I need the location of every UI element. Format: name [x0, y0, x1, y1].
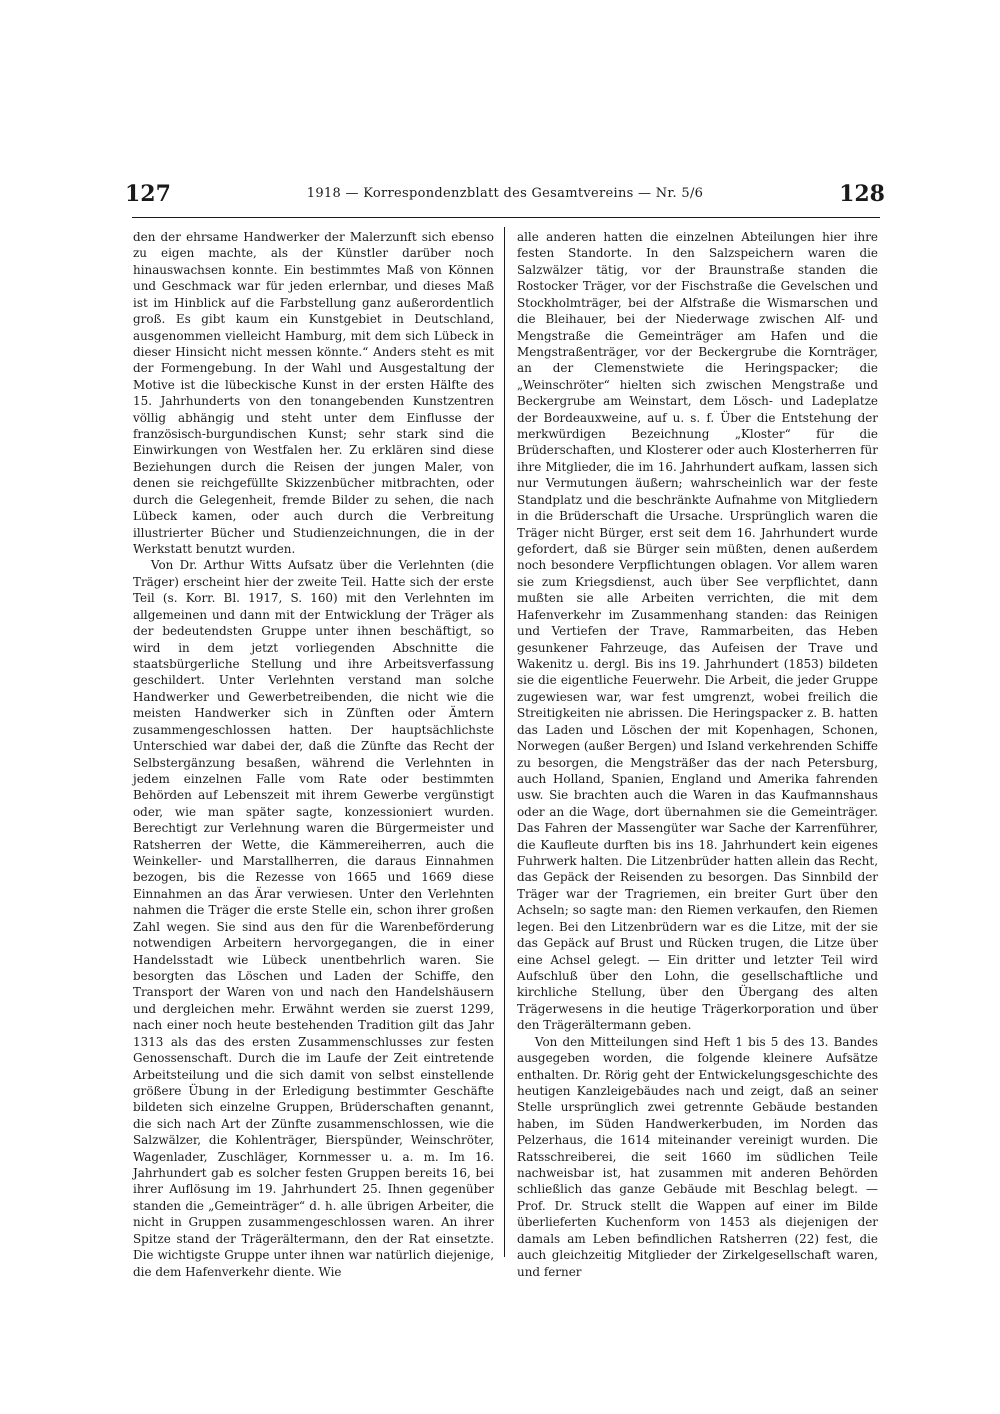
left-column: [133, 229, 494, 1280]
page-number-left: 127: [125, 181, 171, 207]
page-number-right: 128: [839, 181, 885, 207]
running-title: 1918 — Korrespondenzblatt des Gesamtvereins — Nr. 5/6: [306, 186, 704, 201]
paragraph: den der ehrsame Handwerker der Malerzunft sich ebenso zu eigen machte, als der Künstler darüber noch hinauswachsen konnte. Ein bestimmtes Maß von Können und Geschmack war für jeden erlernbar, und dieses Maß ist im Hinblick auf die Farbstellung ganz außerordentlich groß. Es gibt kaum ein Kunstgebiet in Deutschland, ausgenommen vielleicht Hamburg, mit dem sich Lübeck in dieser Hinsicht nicht messen könnte.“ Anders steht es mit der Formengebung. In der Wahl und Ausgestaltung der Motive ist die lübeckische Kunst in der ersten Hälfte des 15. Jahrhunderts von den tonangebenden Kunstzentren völlig abhängig und steht unter dem Einflusse der französisch-burgundischen Kunst; sehr stark sind die Einwirkungen von Westfalen her. Zu erklären sind diese Beziehungen durch die Reisen der jungen Maler, von denen sie reichgefüllte Skizzenbücher mitbrachten, oder durch die Gelegenheit, fremde Bilder zu sehen, die nach Lübeck kamen, oder auch durch die Verbreitung illustrierter Bücher und Studienzeichnungen, die in der Werkstatt benutzt wurden.: [133, 230, 494, 557]
paragraph: alle anderen hatten die einzelnen Abteilungen hier ihre festen Standorte. In den Salzspeichern waren die Salzwälzer tätig, vor der Braunstraße standen die Rostocker Träger, vor der Fischstraße die Gevelschen und Stockholmträger, bei der Alfstraße die Wismarschen und die Bleihauer, bei der Niederwage zwischen Alf- und Mengstraße die Gemeinträger am Hafen und die Mengstraßenträger, vor der Beckergrube die Kornträger, an der Clemenstwiete die Heringspacker; die „Weinschröter“ hielten sich zwischen Mengstraße und Beckergrube am Weinstart, dem Lösch- und Ladeplatze der Bordeauxweine, auf u. s. f. Über die Entstehung der merkwürdigen Bezeichnung „Kloster“ für die Brüderschaften, und Klosterer oder auch Klosterherren für ihre Mitglieder, die im 16. Jahrhundert aufkam, lassen sich nur Vermutungen äußern; wahrscheinlich war der feste Standplatz und die beschränkte Aufnahme von Mitgliedern in die Brüderschaft die Ursache. Ursprünglich waren die Träger nicht Bürger, erst seit dem 16. Jahrhundert wurde gefordert, daß sie Bürger sein müßten, denen außerdem noch besondere Verpflichtungen oblagen. Vor allem waren sie zum Kriegsdienst, auch über See verpflichtet, dann mußten sie alle Arbeiten verrichten, die mit dem Hafenverkehr im Zusammenhang standen: das Reinigen und Vertiefen der Trave, Rammarbeiten, das Heben gesunkener Fahrzeuge, das Aufeisen der Trave und Wakenitz u. dergl. Bis ins 19. Jahrhundert (1853) bildeten sie die eigentliche Feuerwehr. Die Arbeit, die jeder Gruppe zugewiesen war, war fest umgrenzt, wobei freilich die Streitigkeiten nie abrissen. Die Heringspacker z. B. hatten das Laden und Löschen der mit Kopenhagen, Schonen, Norwegen (außer Bergen) und Island verkehrenden Schiffe zu besorgen, die Mengsträßer das der nach Petersburg, auch Holland, Spanien, England und Amerika fahrenden usw. Sie brachten auch die Waren in das Kaufmannshaus oder an die Wage, dort übernahmen sie die Gemeinträger. Das Fahren der Massengüter war Sache der Karrenführer, die Kaufleute durften bis ins 18. Jahrhundert kein eigenes Fuhrwerk halten. Die Litzenbrüder hatten allein das Recht, das Gepäck der Reisenden zu besorgen. Das Sinnbild der Träger war der Tragriemen, ein breiter Gurt über den Achseln; so sagte man: den Riemen verkaufen, den Riemen legen. Bei den Litzenbrüdern war es die Litze, mit der sie das Gepäck auf Brust und Rücken trugen, die Litze über eine Achsel gelegt. — Ein dritter und letzter Teil wird Aufschluß über den Lohn, die gesellschaftliche und kirchliche Stellung, über den Übergang des alten Trägerwesens in die heutige Trägerkorporation und über den Trägerältermann geben.: [517, 230, 878, 1033]
paragraph: Von Dr. Arthur Witts Aufsatz über die Verlehnten (die Träger) erscheint hier der zweite Teil. Hatte sich der erste Teil (s. Korr. Bl. 1917, S. 160) mit den Verlehnten im allgemeinen und dann mit der Entwicklung der Träger als der bedeutendsten Gruppe unter ihnen beschäftigt, so wird in dem jetzt vorliegenden Abschnitte die staatsbürgerliche Stellung und ihre Arbeitsverfassung geschildert. Unter Verlehnten verstand man solche Handwerker und Gewerbetreibenden, die nicht wie die meisten Handwerker sich in Zünften oder Ämtern zusammengeschlossen hatten. Der hauptsächlichste Unterschied war dabei der, daß die Zünfte das Recht der Selbstergänzung besaßen, während die Verlehnten in jedem einzelnen Falle vom Rate oder bestimmten Behörden auf Lebenszeit mit ihrem Gewerbe vergünstigt oder, wie man später sagte, konzessioniert wurden. Berechtigt zur Verlehnung waren die Bürgermeister und Ratsherren der Wette, die Kämmereiherren, auch die Weinkeller- und Marstallherren, die daraus Einnahmen bezogen, bis die Rezesse von 1665 und 1669 diese Einnahmen an das Ärar verwiesen. Unter den Verlehnten nahmen die Träger die erste Stelle ein, schon ihrer großen Zahl wegen. Sie sind aus den für die Warenbeförderung notwendigen Arbeitern hervorgegangen, die in einer Handelsstadt wie Lübeck unentbehrlich waren. Sie besorgten das Löschen und Laden der Schiffe, den Transport der Waren von und nach den Handelshäusern und dergleichen mehr. Erwähnt werden sie zuerst 1299, nach einer noch heute bestehenden Tradition gilt das Jahr 1313 als das des ersten Zusammenschlusses zur festen Genossenschaft. Durch die im Laufe der Zeit eintretende Arbeitsteilung und die sich damit von selbst einstellende größere Übung in der Erledigung bestimmter Geschäfte bildeten sich einzelne Gruppen, Brüderschaften genannt, die sich nach Art der Zünfte zusammenschlossen, wie die Salzwälzer, die Kohlenträger, Bierspünder, Weinschröter, Wagenlader, Zuschläger, Kornmesser u. a. m. Im 16. Jahrhundert gab es solcher festen Gruppen bereits 16, bei ihrer Auflösung im 19. Jahrhundert 25. Ihnen gegenüber standen die „Gemeinträger“ d. h. alle übrigen Arbeiter, die nicht in Gruppen zusammengeschlossen waren. An ihrer Spitze stand der Trägerältermann, den der Rat einsetzte. Die wichtigste Gruppe unter ihnen war natürlich diejenige, die dem Hafenverkehr diente. Wie: [133, 558, 494, 1279]
page-header: [125, 181, 885, 211]
header-rule: [132, 217, 880, 218]
column-divider: [504, 227, 505, 1257]
paragraph: Von den Mitteilungen sind Heft 1 bis 5 des 13. Bandes ausgegeben worden, die folgende kleinere Aufsätze enthalten. Dr. Rörig geht der Entwickelungsgeschichte des heutigen Kanzleigebäudes nach und zeigt, daß an seiner Stelle ursprünglich zwei getrennte Gebäude bestanden haben, im Süden Handwerkerbuden, im Norden das Pelzerhaus, die 1614 miteinander vereinigt wurden. Die Ratsschreiberei, die seit 1660 im südlichen Teile nachweisbar ist, hat zusammen mit anderen Behörden schließlich das ganze Gebäude mit Beschlag belegt. — Prof. Dr. Struck stellt die Wappen auf einer im Bilde überlieferten Kuchenform von 1453 als diejenigen der damals am Leben befindlichen Ratsherren (22) fest, die auch gleichzeitig Mitglieder der Zirkelgesellschaft waren, und ferner: [517, 1034, 878, 1279]
right-column: [517, 229, 878, 1280]
